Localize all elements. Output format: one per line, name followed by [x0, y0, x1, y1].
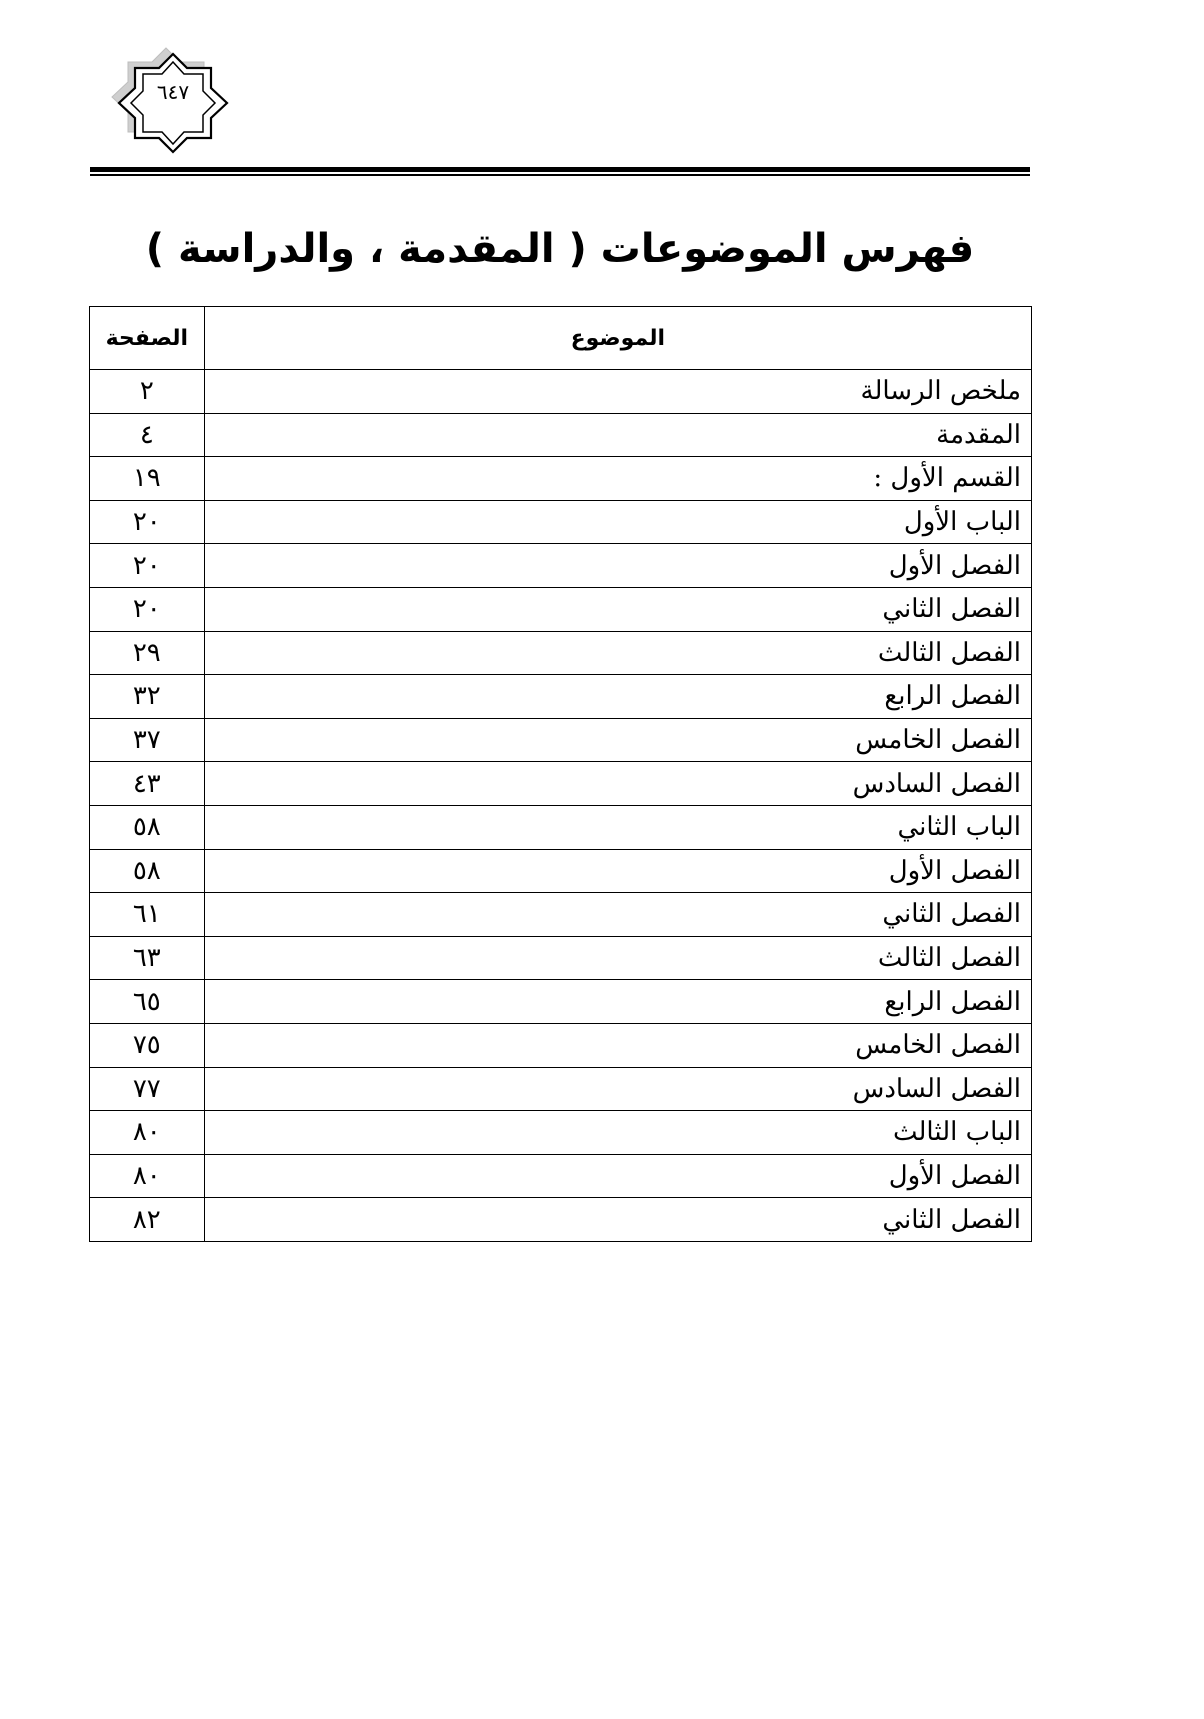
topic-cell: الفصل الأول	[204, 849, 1031, 893]
page-cell: ٢٠	[90, 500, 205, 544]
topic-cell: الفصل الثاني	[204, 587, 1031, 631]
page-cell: ٤	[90, 413, 205, 457]
toc-row	[90, 675, 1032, 719]
toc-row	[90, 1111, 1032, 1155]
page-cell: ٢	[90, 370, 205, 414]
page-cell: ٧٥	[90, 1023, 205, 1067]
toc-row	[90, 587, 1032, 631]
toc-row	[90, 544, 1032, 588]
page-cell: ٧٧	[90, 1067, 205, 1111]
topic-cell: الفصل الأول	[204, 1154, 1031, 1198]
page-column-header: الصفحة	[90, 307, 205, 370]
topic-cell: الباب الثاني	[204, 805, 1031, 849]
toc-row	[90, 1067, 1032, 1111]
toc-row	[90, 370, 1032, 414]
page-cell: ٢٩	[90, 631, 205, 675]
page-cell: ٥٨	[90, 805, 205, 849]
page-cell: ٢٠	[90, 587, 205, 631]
page-cell: ٨٢	[90, 1198, 205, 1242]
topic-cell: الباب الثالث	[204, 1111, 1031, 1155]
page-number-badge	[103, 44, 243, 162]
topic-cell: الفصل الرابع	[204, 980, 1031, 1024]
header-rule-thick	[90, 167, 1030, 172]
page-cell: ٤٣	[90, 762, 205, 806]
topic-column-header: الموضوع	[204, 307, 1031, 370]
topic-cell: الفصل الخامس	[204, 1023, 1031, 1067]
page-cell: ٦١	[90, 893, 205, 937]
page-cell: ٦٥	[90, 980, 205, 1024]
toc-row	[90, 413, 1032, 457]
toc-row	[90, 457, 1032, 501]
topic-cell: الفصل السادس	[204, 762, 1031, 806]
page-cell: ٣٧	[90, 718, 205, 762]
toc-row	[90, 805, 1032, 849]
header-rule-thin	[90, 174, 1030, 176]
page-cell: ٨٠	[90, 1111, 205, 1155]
toc-row	[90, 1154, 1032, 1198]
topic-cell: الفصل السادس	[204, 1067, 1031, 1111]
toc-row	[90, 1023, 1032, 1067]
topic-cell: الفصل الأول	[204, 544, 1031, 588]
topic-cell: الفصل الرابع	[204, 675, 1031, 719]
topic-cell: الفصل الثاني	[204, 893, 1031, 937]
topic-cell: القسم الأول :	[204, 457, 1031, 501]
topic-cell: الباب الأول	[204, 500, 1031, 544]
toc-row	[90, 893, 1032, 937]
page-number: ٦٤٧	[156, 80, 190, 104]
toc-row	[90, 500, 1032, 544]
page-cell: ٣٢	[90, 675, 205, 719]
topic-cell: المقدمة	[204, 413, 1031, 457]
page-cell: ٨٠	[90, 1154, 205, 1198]
toc-row	[90, 631, 1032, 675]
topic-cell: الفصل الثالث	[204, 936, 1031, 980]
topic-cell: الفصل الثاني	[204, 1198, 1031, 1242]
topic-cell: ملخص الرسالة	[204, 370, 1031, 414]
toc-row	[90, 718, 1032, 762]
toc-row	[90, 936, 1032, 980]
toc-table	[89, 306, 1032, 1242]
index-title: فهرس الموضوعات ( المقدمة ، والدراسة )	[145, 226, 975, 272]
topic-cell: الفصل الخامس	[204, 718, 1031, 762]
toc-row	[90, 849, 1032, 893]
toc-row	[90, 1198, 1032, 1242]
toc-row	[90, 762, 1032, 806]
page-cell: ٢٠	[90, 544, 205, 588]
page-cell: ١٩	[90, 457, 205, 501]
toc-row	[90, 980, 1032, 1024]
page-cell: ٦٣	[90, 936, 205, 980]
toc-header-row	[90, 307, 1032, 370]
topic-cell: الفصل الثالث	[204, 631, 1031, 675]
page-cell: ٥٨	[90, 849, 205, 893]
